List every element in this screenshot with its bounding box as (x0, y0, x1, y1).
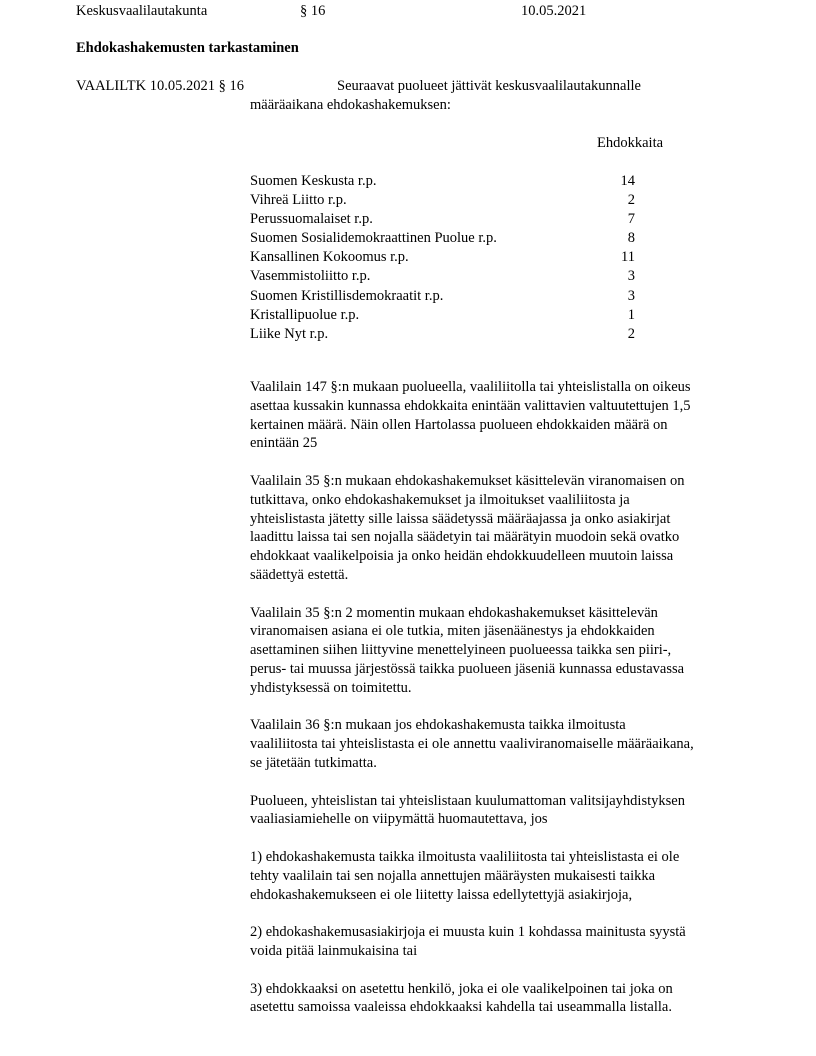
meeting-reference: VAALILTK 10.05.2021 § 16 (76, 78, 244, 94)
body-paragraph (250, 792, 762, 830)
paragraph-line: 1) ehdokashakemusta taikka ilmoitusta vaaliliitosta tai yhteislistasta ei ole (250, 848, 680, 865)
paragraph-line: Puolueen, yhteislistan tai yhteislistaan kuulumattoman valitsijayhdistyksen (250, 792, 685, 809)
intro-line-2: määräaikana ehdokashakemuksen: (250, 97, 451, 113)
party-candidate-count: 3 (627, 268, 635, 285)
party-candidate-count: 3 (627, 287, 635, 304)
party-name: Suomen Sosialidemokraattinen Puolue r.p. (250, 230, 497, 247)
paragraph-line: perus- tai muussa järjestössä taikka puolueen jäseniä kunnassa edustavassa (250, 660, 685, 677)
paragraph-line: yhteislistasta jätetty sille laissa säädetyssä määräajassa ja onko asiakirjat (250, 510, 671, 527)
paragraph-line: vaaliliitosta tai yhteislistasta ei ole annettu vaaliviranomaiselle määräaikana, (250, 736, 694, 753)
party-name: Kristallipuolue r.p. (250, 306, 360, 323)
party-row (250, 229, 640, 248)
candidates-column-header: Ehdokkaita (597, 135, 664, 151)
party-candidate-count: 7 (627, 211, 635, 228)
party-candidate-count: 11 (621, 249, 635, 266)
header-date: 10.05.2021 (521, 3, 587, 19)
party-name: Kansallinen Kokoomus r.p. (250, 249, 409, 266)
paragraph-line: vaaliasiamiehelle on viipymättä huomautettava, jos (250, 811, 548, 828)
paragraph-line: ehdokashakemukseen ei ole liitetty laissa edellytettyjä asiakirjoja, (250, 886, 633, 903)
party-row (250, 325, 640, 344)
party-row (250, 248, 640, 267)
party-candidate-list (250, 172, 640, 344)
header-body-name: Keskusvaalilautakunta (76, 3, 208, 19)
paragraph-line: 3) ehdokkaaksi on asetettu henkilö, joka ei ole vaalikelpoinen tai joka on (250, 980, 673, 997)
party-name: Perussuomalaiset r.p. (250, 211, 373, 228)
party-row (250, 172, 640, 191)
paragraph-line: asetettu samoissa vaaleissa ehdokkaaksi kahdella tai useammalla listalla. (250, 999, 672, 1016)
party-candidate-count: 1 (627, 306, 635, 323)
paragraph-line: yhdistyksessä on toimitettu. (250, 679, 412, 696)
paragraph-line: asettaa kussakin kunnassa ehdokkaita enintään valittavien valtuutettujen 1,5 (250, 397, 691, 414)
paragraph-line: enintään 25 (250, 435, 318, 452)
header-paragraph-number: § 16 (300, 3, 326, 19)
intro-line-1: Seuraavat puolueet jättivät keskusvaalilautakunnalle (337, 78, 641, 94)
paragraph-line: säädettyä estettä. (250, 566, 349, 583)
paragraph-line: Vaalilain 36 §:n mukaan jos ehdokashakemusta taikka ilmoitusta (250, 717, 626, 734)
document-title: Ehdokashakemusten tarkastaminen (76, 40, 299, 56)
party-name: Liike Nyt r.p. (250, 325, 329, 342)
party-name: Suomen Kristillisdemokraatit r.p. (250, 287, 444, 304)
paragraph-line: tehty vaalilain tai sen nojalla annettujen määräysten mukaisesti taikka (250, 867, 656, 884)
paragraph-line: kertainen määrä. Näin ollen Hartolassa puolueen ehdokkaiden määrä on (250, 416, 668, 433)
party-row (250, 267, 640, 286)
party-candidate-count: 2 (627, 325, 635, 342)
party-name: Vihreä Liitto r.p. (250, 192, 347, 209)
paragraph-line: 2) ehdokashakemusasiakirjoja ei muusta kuin 1 kohdassa mainitusta syystä (250, 924, 686, 941)
paragraph-line: Vaalilain 35 §:n mukaan ehdokashakemukset käsittelevän viranomaisen on (250, 472, 685, 489)
body-paragraph (250, 848, 762, 904)
party-row (250, 210, 640, 229)
body-paragraph (250, 980, 762, 1018)
body-paragraph (250, 716, 762, 772)
body-paragraph (250, 378, 762, 453)
paragraph-line: tutkittava, onko ehdokashakemukset ja ilmoitukset vaaliliitosta ja (250, 491, 630, 508)
paragraph-line: viranomaisen asiana ei ole tutkia, miten jäsenäänestys ja ehdokkaiden (250, 623, 655, 640)
party-candidate-count: 8 (627, 230, 635, 247)
party-candidate-count: 2 (627, 192, 635, 209)
party-name: Suomen Keskusta r.p. (250, 173, 377, 189)
paragraph-line: asettaminen siihen liittyvine menettelyineen puolueessa taikka sen piiri-, (250, 642, 672, 659)
party-row (250, 306, 640, 325)
body-paragraph (250, 604, 762, 698)
paragraph-line: Vaalilain 147 §:n mukaan puolueella, vaaliliitolla tai yhteislistalla on oikeus (250, 379, 691, 395)
paragraph-line: voida pitää lainmukaisina tai (250, 942, 418, 959)
party-candidate-count: 14 (620, 173, 635, 189)
party-name: Vasemmistoliitto r.p. (250, 268, 371, 285)
paragraph-line: Vaalilain 35 §:n 2 momentin mukaan ehdokashakemukset käsittelevän (250, 604, 658, 621)
party-row (250, 191, 640, 210)
body-paragraph (250, 472, 762, 585)
paragraph-line: ehdokkaat vaalikelpoisia ja onko heidän ehdokkuudelleen muutoin laissa (250, 548, 674, 565)
party-row (250, 287, 640, 306)
paragraph-line: se jätetään tutkimatta. (250, 754, 377, 771)
paragraph-line: laadittu laissa tai sen nojalla säädetyin tai määrätyin muodoin sekä ovatko (250, 529, 680, 546)
document-body (250, 378, 762, 1036)
body-paragraph (250, 923, 762, 961)
